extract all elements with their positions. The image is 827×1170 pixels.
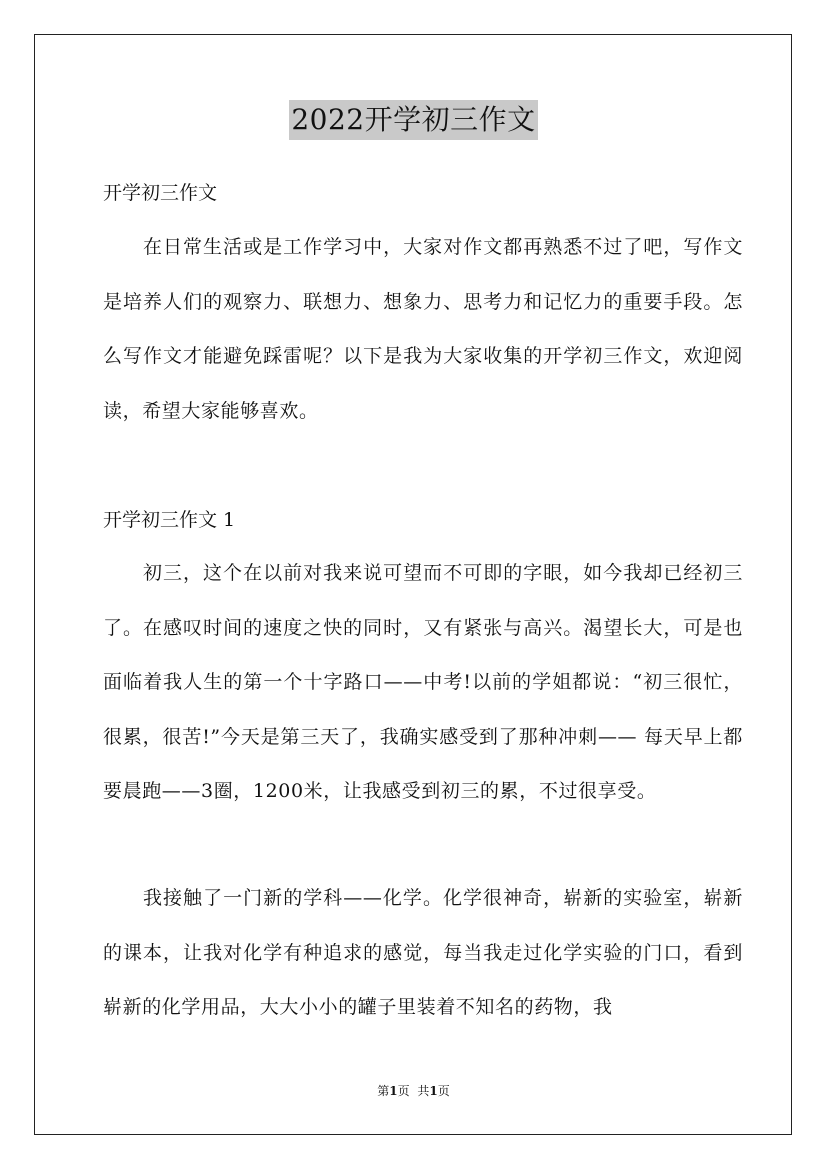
intro-heading: 开学初三作文 — [103, 182, 218, 204]
intro-paragraph: 在日常生活或是工作学习中，大家对作文都再熟悉不过了吧，写作文是培养人们的观察力、联想力、想象力、思考力和记忆力的重要手段。怎么写作文才能避免踩雷呢？以下是我为大家收集的开学初三作文，欢迎阅读，希望大家能够喜欢。 — [103, 236, 743, 422]
body-paragraph-1: 初三，这个在以前对我来说可望而不可即的字眼，如今我却已经初三了。在感叹时间的速度之快的同时，又有紧张与高兴。渴望长大，可是也面临着我人生的第一个十字路口——中考!以前的学姐都说：“初三很忙，很累，很苦!”今天是第三天了，我确实感受到了那种冲刺—— 每天早上都要晨跑——3圈，1200米，让我感受到初三的累，不过很享受。 — [103, 562, 743, 802]
footer-total-prefix: 共 — [417, 1084, 430, 1098]
footer-page-suffix: 页 — [397, 1084, 410, 1098]
footer-total-pages: 1 — [429, 1084, 438, 1098]
footer-page-prefix: 第 — [377, 1084, 390, 1098]
page-footer — [0, 1083, 827, 1099]
document-title: 2022开学初三作文 — [289, 100, 537, 140]
body-paragraph-2: 我接触了一门新的学科——化学。化学很神奇，崭新的实验室，崭新的课本，让我对化学有种追求的感觉，每当我走过化学实验的门口，看到崭新的化学用品，大大小小的罐子里装着不知名的药物，我 — [103, 887, 743, 1018]
footer-page-number: 1 — [389, 1084, 398, 1098]
title-container — [0, 100, 827, 140]
footer-total-suffix: 页 — [437, 1084, 450, 1098]
section-heading: 开学初三作文 1 — [103, 509, 236, 531]
